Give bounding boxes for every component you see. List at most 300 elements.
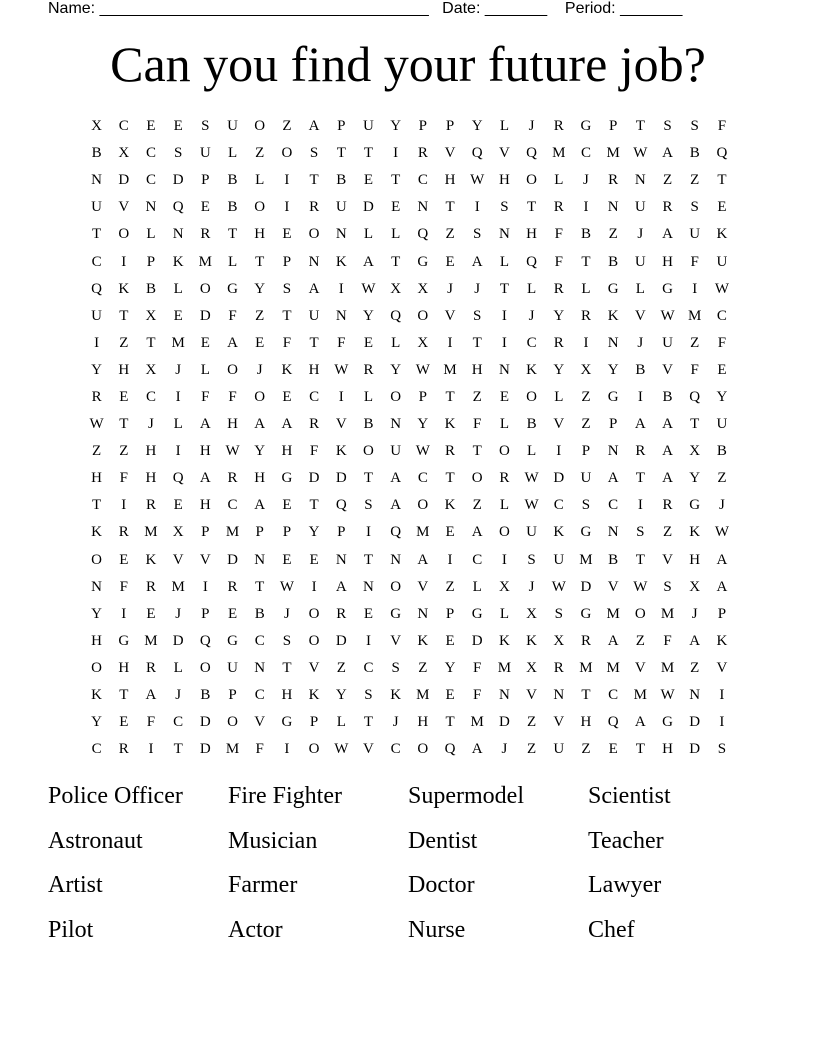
grid-letter: X <box>498 578 510 595</box>
grid-letter: I <box>311 578 317 595</box>
grid-letter: Y <box>553 307 565 324</box>
grid-letter: F <box>201 388 210 405</box>
grid-letter: N <box>498 361 510 378</box>
word-list-item: Farmer <box>228 872 298 898</box>
grid-letter: O <box>91 551 103 568</box>
grid-letter: R <box>580 307 591 324</box>
grid-letter: R <box>145 659 156 676</box>
grid-letter: S <box>309 145 319 162</box>
grid-letter: A <box>390 497 402 514</box>
grid-letter: P <box>255 524 264 541</box>
grid-letter: V <box>254 714 266 731</box>
grid-letter: Y <box>254 443 266 460</box>
grid-letter: L <box>391 334 401 351</box>
grid-letter: U <box>199 145 211 162</box>
grid-letter: U <box>335 199 347 216</box>
grid-letter: I <box>556 443 562 460</box>
grid-letter: T <box>581 253 591 270</box>
grid-letter: A <box>662 226 673 243</box>
grid-letter: M <box>443 361 457 378</box>
word-list-item: Artist <box>48 872 103 898</box>
grid-letter: N <box>172 226 184 243</box>
grid-letter: E <box>499 388 509 405</box>
grid-letter: N <box>417 199 429 216</box>
grid-letter: B <box>580 226 591 243</box>
grid-letter: I <box>284 199 290 216</box>
grid-letter: B <box>526 416 537 433</box>
grid-letter: N <box>254 551 266 568</box>
grid-letter: E <box>227 605 238 622</box>
grid-letter: W <box>633 145 648 162</box>
grid-letter: O <box>91 659 103 676</box>
grid-letter: T <box>282 307 292 324</box>
grid-letter: E <box>146 118 156 135</box>
grid-letter: L <box>227 145 238 162</box>
grid-letter: O <box>390 578 402 595</box>
grid-letter: I <box>447 334 453 351</box>
word-list <box>48 778 768 956</box>
grid-letter: M <box>606 659 620 676</box>
grid-letter: O <box>199 280 211 297</box>
grid-letter: A <box>227 334 238 351</box>
grid-letter: X <box>118 145 130 162</box>
grid-letter: A <box>662 443 673 460</box>
grid-letter: E <box>200 334 210 351</box>
grid-letter: W <box>660 687 675 704</box>
grid-letter: A <box>689 632 701 649</box>
grid-letter: K <box>91 687 103 704</box>
grid-letter: X <box>172 524 184 541</box>
grid-letter: X <box>553 632 565 649</box>
grid-letter: K <box>444 416 456 433</box>
grid-letter: U <box>580 470 592 487</box>
grid-letter: Q <box>172 199 184 216</box>
grid-letter: O <box>417 307 429 324</box>
grid-letter: C <box>254 687 265 704</box>
word-list-item: Dentist <box>408 827 478 854</box>
grid-letter: K <box>716 226 728 243</box>
grid-letter: R <box>553 199 564 216</box>
grid-letter: E <box>363 172 374 189</box>
grid-letter: L <box>363 226 374 243</box>
grid-letter: V <box>662 361 673 378</box>
grid-letter: D <box>308 470 320 487</box>
grid-letter: V <box>607 578 619 595</box>
grid-letter: H <box>526 226 538 243</box>
grid-letter: L <box>200 361 210 378</box>
grid-letter: Z <box>581 388 591 405</box>
grid-letter: V <box>444 145 456 162</box>
grid-letter: I <box>501 334 507 351</box>
grid-letter: G <box>662 714 673 731</box>
grid-letter: G <box>471 605 483 622</box>
grid-letter: T <box>309 497 319 514</box>
grid-letter: X <box>417 280 429 297</box>
grid-letter: Q <box>607 714 619 731</box>
grid-letter: D <box>363 199 374 216</box>
grid-letter: I <box>121 497 127 514</box>
grid-letter: B <box>608 253 619 270</box>
grid-letter: Y <box>254 280 266 297</box>
grid-letter: V <box>662 551 673 568</box>
grid-letter: W <box>334 361 349 378</box>
grid-letter: T <box>309 172 319 189</box>
grid-letter: Z <box>418 659 428 676</box>
grid-letter: Z <box>581 416 591 433</box>
grid-letter: F <box>473 416 482 433</box>
grid-letter: B <box>227 199 238 216</box>
grid-letter: X <box>526 659 538 676</box>
grid-letter: W <box>660 307 675 324</box>
grid-letter: P <box>717 605 727 622</box>
grid-letter: A <box>634 416 646 433</box>
grid-letter: N <box>607 443 619 460</box>
grid-letter: E <box>282 497 292 514</box>
grid-letter: A <box>199 416 211 433</box>
word-list-item: Lawyer <box>588 872 662 898</box>
grid-letter: D <box>335 632 347 649</box>
grid-letter: K <box>689 524 701 541</box>
grid-letter: T <box>309 334 319 351</box>
grid-letter: P <box>445 605 455 622</box>
grid-letter: I <box>719 687 725 704</box>
grid-letter: F <box>473 659 482 676</box>
grid-letter: Y <box>417 416 429 433</box>
grid-letter: T <box>717 172 727 189</box>
grid-letter: A <box>199 470 211 487</box>
grid-letter: F <box>146 714 156 731</box>
grid-letter: A <box>363 253 374 270</box>
grid-letter: Z <box>92 443 102 460</box>
grid-letter: I <box>501 551 507 568</box>
grid-letter: P <box>445 118 455 135</box>
grid-letter: T <box>363 714 374 731</box>
grid-letter: T <box>255 578 265 595</box>
grid-letter: B <box>716 443 727 460</box>
grid-letter: R <box>553 334 564 351</box>
grid-letter: L <box>472 578 482 595</box>
grid-letter: H <box>417 714 429 731</box>
grid-letter: Z <box>717 470 727 487</box>
grid-letter: Z <box>119 334 129 351</box>
grid-letter: T <box>472 443 482 460</box>
grid-letter: V <box>363 741 374 758</box>
grid-letter: N <box>607 199 619 216</box>
grid-letter: R <box>363 361 374 378</box>
grid-letter: N <box>417 605 429 622</box>
grid-letter: I <box>692 280 698 297</box>
grid-letter: U <box>634 199 646 216</box>
grid-letter: X <box>689 443 701 460</box>
grid-letter: M <box>225 524 240 541</box>
grid-letter: A <box>471 253 483 270</box>
student-info-header <box>48 0 748 20</box>
grid-letter: Z <box>445 578 455 595</box>
grid-letter: O <box>254 118 266 135</box>
grid-letter: R <box>309 199 320 216</box>
grid-letter: M <box>552 145 566 162</box>
grid-letter: I <box>175 443 181 460</box>
grid-letter: C <box>118 118 129 135</box>
grid-letter: X <box>145 361 157 378</box>
grid-letter: O <box>390 388 402 405</box>
grid-letter: B <box>363 416 374 433</box>
grid-letter: C <box>553 497 564 514</box>
grid-letter: E <box>119 714 129 731</box>
grid-letter: T <box>445 470 455 487</box>
grid-letter: O <box>308 741 320 758</box>
grid-letter: K <box>335 253 347 270</box>
grid-letter: R <box>227 470 238 487</box>
grid-letter: J <box>583 172 589 189</box>
grid-letter: C <box>309 388 320 405</box>
grid-letter: Q <box>91 280 103 297</box>
grid-letter: M <box>579 659 593 676</box>
grid-letter: P <box>608 118 618 135</box>
grid-letter: K <box>526 361 538 378</box>
grid-letter: A <box>662 470 673 487</box>
grid-letter: O <box>498 524 510 541</box>
grid-letter: T <box>92 497 102 514</box>
grid-letter: R <box>553 118 564 135</box>
grid-letter: V <box>553 416 565 433</box>
grid-letter: T <box>336 145 346 162</box>
grid-letter: R <box>499 470 510 487</box>
grid-letter: E <box>445 632 455 649</box>
grid-letter: P <box>418 388 428 405</box>
grid-letter: P <box>201 524 210 541</box>
grid-letter: W <box>334 741 349 758</box>
grid-letter: U <box>553 551 565 568</box>
grid-letter: F <box>309 443 319 460</box>
grid-letter: M <box>606 145 620 162</box>
grid-letter: G <box>417 253 429 270</box>
grid-letter: W <box>415 443 430 460</box>
grid-letter: I <box>175 388 181 405</box>
grid-letter: I <box>338 280 344 297</box>
grid-letter: W <box>361 280 376 297</box>
grid-letter: Y <box>91 605 103 622</box>
grid-letter: P <box>418 118 428 135</box>
grid-letter: C <box>173 714 184 731</box>
grid-letter: X <box>91 118 103 135</box>
grid-letter: T <box>282 659 292 676</box>
grid-letter: D <box>580 578 592 595</box>
grid-letter: D <box>689 741 701 758</box>
grid-letter: I <box>121 253 127 270</box>
grid-letter: K <box>607 307 619 324</box>
grid-letter: Z <box>472 388 482 405</box>
grid-letter: R <box>553 280 564 297</box>
grid-letter: A <box>254 416 266 433</box>
grid-letter: Q <box>417 226 429 243</box>
grid-letter: U <box>716 253 728 270</box>
grid-letter: R <box>662 199 673 216</box>
grid-letter: D <box>199 741 211 758</box>
grid-letter: O <box>199 659 211 676</box>
grid-letter: H <box>118 659 130 676</box>
grid-letter: C <box>363 659 374 676</box>
grid-letter: U <box>526 524 538 541</box>
grid-letter: L <box>499 253 509 270</box>
grid-letter: V <box>172 551 184 568</box>
grid-letter: I <box>474 199 480 216</box>
grid-letter: I <box>365 524 371 541</box>
grid-letter: V <box>118 199 130 216</box>
grid-letter: P <box>608 416 618 433</box>
grid-letter: E <box>200 199 210 216</box>
grid-letter: Y <box>444 659 456 676</box>
grid-letter: L <box>173 280 183 297</box>
grid-letter: S <box>391 659 400 676</box>
grid-letter: D <box>471 632 483 649</box>
grid-letter: R <box>118 524 129 541</box>
grid-letter: A <box>281 416 293 433</box>
grid-letter: Z <box>581 741 591 758</box>
grid-letter: L <box>554 388 564 405</box>
grid-letter: E <box>717 199 727 216</box>
grid-letter: E <box>363 605 374 622</box>
grid-letter: I <box>365 632 371 649</box>
grid-letter: C <box>580 145 591 162</box>
grid-letter: H <box>199 497 211 514</box>
grid-letter: Z <box>336 659 346 676</box>
grid-letter: J <box>283 605 290 622</box>
grid-letter: W <box>279 578 294 595</box>
grid-letter: A <box>308 118 320 135</box>
grid-letter: D <box>689 714 701 731</box>
grid-letter: P <box>282 524 292 541</box>
grid-letter: N <box>390 551 402 568</box>
grid-letter: E <box>309 551 319 568</box>
grid-letter: Q <box>689 388 701 405</box>
grid-letter: G <box>580 605 592 622</box>
grid-letter: P <box>309 714 319 731</box>
grid-letter: T <box>445 199 455 216</box>
grid-letter: V <box>417 578 429 595</box>
grid-letter: Q <box>716 145 728 162</box>
grid-letter: F <box>337 334 346 351</box>
grid-letter: J <box>392 714 399 731</box>
grid-letter: N <box>607 524 619 541</box>
grid-letter: Z <box>119 443 129 460</box>
grid-letter: S <box>527 551 536 568</box>
grid-letter: K <box>390 687 402 704</box>
grid-letter: A <box>145 687 157 704</box>
grid-letter: Y <box>471 118 483 135</box>
grid-letter: W <box>551 578 566 595</box>
grid-letter: E <box>363 334 374 351</box>
grid-letter: C <box>254 632 265 649</box>
grid-letter: J <box>256 361 263 378</box>
grid-letter: F <box>690 253 699 270</box>
grid-letter: T <box>119 416 129 433</box>
grid-letter: K <box>281 361 293 378</box>
grid-letter: J <box>528 118 535 135</box>
grid-letter: A <box>662 145 673 162</box>
grid-letter: N <box>498 687 510 704</box>
grid-letter: J <box>528 307 535 324</box>
grid-letter: T <box>527 199 537 216</box>
grid-letter: L <box>635 280 645 297</box>
grid-letter: Z <box>690 659 700 676</box>
grid-letter: S <box>282 632 292 649</box>
grid-letter: U <box>363 118 374 135</box>
grid-letter: L <box>527 443 537 460</box>
grid-letter: S <box>473 307 482 324</box>
word-search-grid <box>83 113 736 763</box>
grid-letter: R <box>608 172 619 189</box>
grid-letter: O <box>526 172 538 189</box>
grid-letter: O <box>254 388 266 405</box>
grid-letter: C <box>145 388 156 405</box>
grid-letter: A <box>716 551 728 568</box>
grid-letter: G <box>662 280 673 297</box>
grid-letter: Q <box>172 470 184 487</box>
grid-letter: X <box>526 605 538 622</box>
grid-letter: Y <box>390 361 402 378</box>
grid-letter: V <box>553 714 565 731</box>
grid-letter: K <box>172 253 184 270</box>
grid-letter: S <box>554 605 563 622</box>
grid-letter: G <box>281 470 293 487</box>
grid-letter: H <box>444 172 456 189</box>
grid-letter: A <box>308 280 320 297</box>
grid-letter: V <box>498 145 510 162</box>
grid-letter: W <box>633 578 648 595</box>
grid-letter: U <box>227 659 238 676</box>
grid-letter: K <box>417 632 429 649</box>
grid-letter: U <box>662 334 673 351</box>
grid-letter: C <box>91 741 102 758</box>
grid-letter: M <box>171 578 185 595</box>
grid-letter: Y <box>607 361 619 378</box>
grid-letter: L <box>227 253 238 270</box>
word-list-item: Astronaut <box>48 827 143 854</box>
grid-letter: B <box>635 361 646 378</box>
grid-letter: O <box>308 226 320 243</box>
grid-letter: H <box>498 172 510 189</box>
grid-letter: V <box>526 687 538 704</box>
grid-letter: S <box>364 497 373 514</box>
grid-letter: L <box>173 659 183 676</box>
grid-letter: V <box>634 307 646 324</box>
grid-letter: B <box>254 605 265 622</box>
grid-letter: G <box>607 388 619 405</box>
grid-letter: W <box>714 524 729 541</box>
grid-letter: K <box>553 524 565 541</box>
grid-letter: V <box>335 416 347 433</box>
grid-letter: J <box>175 687 182 704</box>
grid-letter: T <box>499 280 509 297</box>
grid-letter: L <box>554 172 564 189</box>
grid-letter: P <box>228 687 237 704</box>
grid-letter: R <box>118 741 129 758</box>
grid-letter: G <box>227 632 238 649</box>
grid-letter: Q <box>390 307 402 324</box>
grid-letter: E <box>608 741 618 758</box>
grid-letter: T <box>119 307 129 324</box>
grid-letter: B <box>91 145 102 162</box>
grid-letter: J <box>691 605 698 622</box>
grid-letter: K <box>526 632 538 649</box>
grid-letter: Y <box>335 687 347 704</box>
grid-letter: B <box>662 388 673 405</box>
grid-letter: C <box>526 334 537 351</box>
grid-letter: X <box>580 361 592 378</box>
grid-letter: H <box>199 443 211 460</box>
grid-letter: O <box>254 199 266 216</box>
